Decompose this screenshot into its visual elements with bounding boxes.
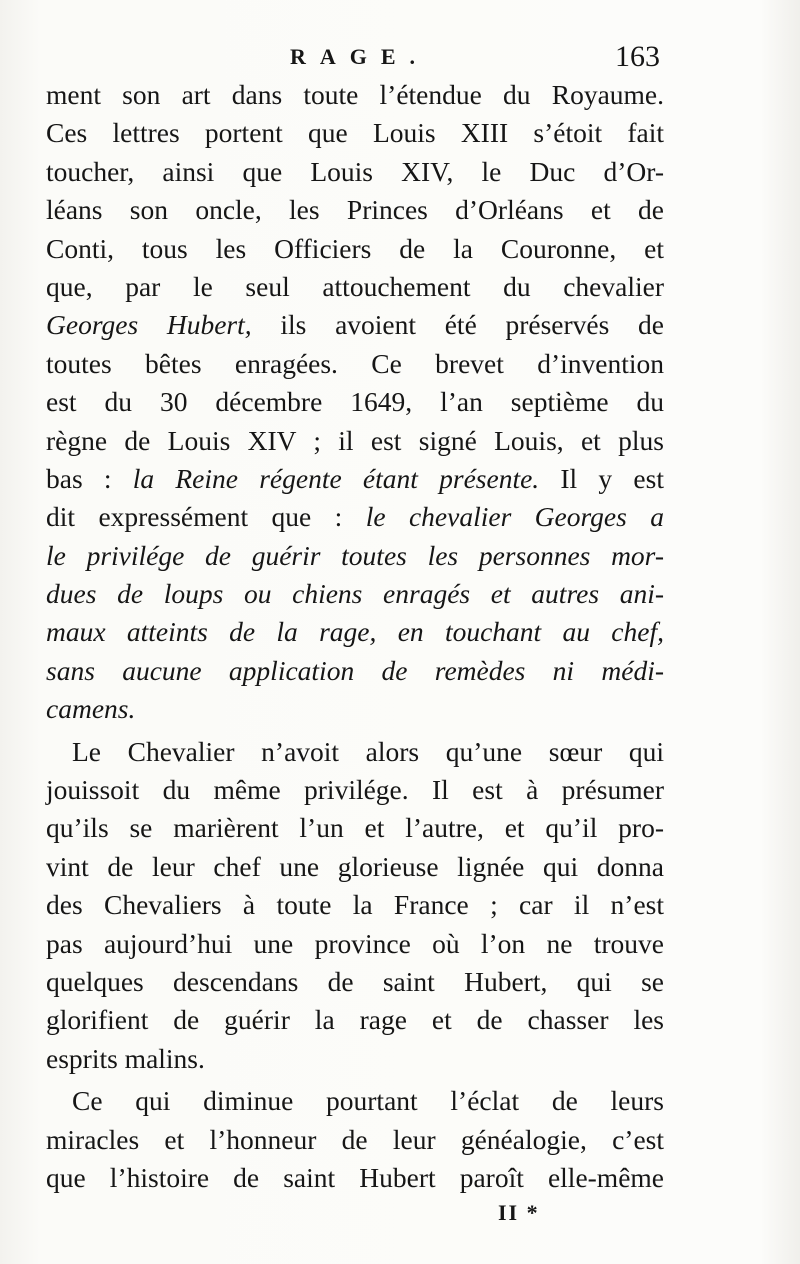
text-line bbox=[46, 537, 664, 575]
text-run: Conti, tous les Officiers de la Couronne, et bbox=[46, 232, 664, 264]
text-run: dit expressément que : bbox=[46, 501, 366, 533]
text-line bbox=[46, 575, 664, 613]
text-run: léans son oncle, les Princes d’Orléans et de bbox=[46, 194, 664, 226]
text-run: toucher, ainsi que Louis XIV, le Duc d’Or- bbox=[46, 155, 664, 187]
text-line bbox=[46, 963, 664, 1001]
text-line bbox=[46, 690, 664, 728]
text-run: vint de leur chef une glorieuse lignée qui donna bbox=[46, 850, 664, 882]
text-run: bas : bbox=[46, 462, 133, 494]
text-run: ils avoient été préservés de bbox=[251, 309, 664, 341]
italic-text: camens. bbox=[46, 693, 136, 725]
text-run: des Chevaliers à toute la France ; car il n’est bbox=[46, 889, 664, 921]
text-line bbox=[46, 306, 664, 344]
text-line bbox=[46, 76, 664, 114]
text-line bbox=[46, 422, 664, 460]
text-line bbox=[46, 498, 664, 536]
paragraph bbox=[46, 1082, 664, 1197]
text-line bbox=[46, 1121, 664, 1159]
text-run: que, par le seul attouchement du chevalier bbox=[46, 270, 664, 302]
text-line bbox=[46, 886, 664, 924]
body-text bbox=[46, 76, 664, 1197]
text-line bbox=[46, 114, 664, 152]
text-line bbox=[46, 230, 664, 268]
italic-text: le chevalier Georges a bbox=[365, 501, 664, 533]
text-run: miracles et l’honneur de leur généalogie, c’est bbox=[46, 1123, 664, 1155]
text-line bbox=[46, 1040, 664, 1078]
italic-text: sans aucune application de remèdes ni médi- bbox=[46, 654, 664, 686]
text-run: Ce qui diminue pourtant l’éclat de leurs bbox=[72, 1085, 664, 1117]
text-run: règne de Louis XIV ; il est signé Louis, et plus bbox=[46, 424, 664, 456]
paragraph bbox=[46, 76, 664, 729]
text-run: ment son art dans toute l’étendue du Royaume. bbox=[46, 79, 664, 110]
text-line bbox=[46, 191, 664, 229]
text-line bbox=[46, 613, 664, 651]
text-line bbox=[46, 1159, 664, 1197]
text-run: glorifient de guérir la rage et de chasser les bbox=[46, 1004, 664, 1036]
running-head: RAGE. bbox=[290, 44, 430, 69]
text-line bbox=[46, 1001, 664, 1039]
text-line bbox=[46, 848, 664, 886]
text-run: que l’histoire de saint Hubert paroît elle-même bbox=[46, 1161, 664, 1193]
text-run: quelques descendans de saint Hubert, qui se bbox=[46, 965, 664, 997]
text-run: Le Chevalier n’avoit alors qu’une sœur qui bbox=[72, 735, 664, 767]
paragraph bbox=[46, 733, 664, 1079]
page-number: 163 bbox=[615, 40, 660, 73]
text-line bbox=[46, 345, 664, 383]
text-line bbox=[46, 460, 664, 498]
italic-text: Georges Hubert, bbox=[46, 309, 252, 341]
text-line bbox=[46, 383, 664, 421]
text-run: Il y est bbox=[539, 462, 664, 494]
text-run: qu’ils se marièrent l’un et l’autre, et qu’il pro- bbox=[46, 812, 664, 844]
text-line bbox=[46, 268, 664, 306]
signature-mark: II * bbox=[498, 1200, 540, 1225]
text-run: esprits malins. bbox=[46, 1042, 205, 1074]
text-run: jouissoit du même privilége. Il est à présumer bbox=[46, 774, 664, 806]
text-line bbox=[46, 652, 664, 690]
italic-text: la Reine régente étant présente. bbox=[132, 462, 540, 494]
text-run: Ces lettres portent que Louis XIII s’étoit fait bbox=[46, 117, 664, 149]
italic-text: le privilége de guérir toutes les personnes mor- bbox=[46, 539, 664, 571]
text-run: est du 30 décembre 1649, l’an septième du bbox=[46, 386, 664, 418]
text-line bbox=[46, 809, 664, 847]
italic-text: maux atteints de la rage, en touchant au chef, bbox=[46, 616, 664, 648]
text-line bbox=[46, 733, 664, 771]
text-run: toutes bêtes enragées. Ce brevet d’invention bbox=[46, 347, 664, 379]
text-line bbox=[46, 1082, 664, 1120]
text-line bbox=[46, 153, 664, 191]
text-line bbox=[46, 771, 664, 809]
text-run: pas aujourd’hui une province où l’on ne trouve bbox=[46, 927, 664, 959]
text-line bbox=[46, 925, 664, 963]
italic-text: dues de loups ou chiens enragés et autres ani- bbox=[46, 578, 664, 610]
